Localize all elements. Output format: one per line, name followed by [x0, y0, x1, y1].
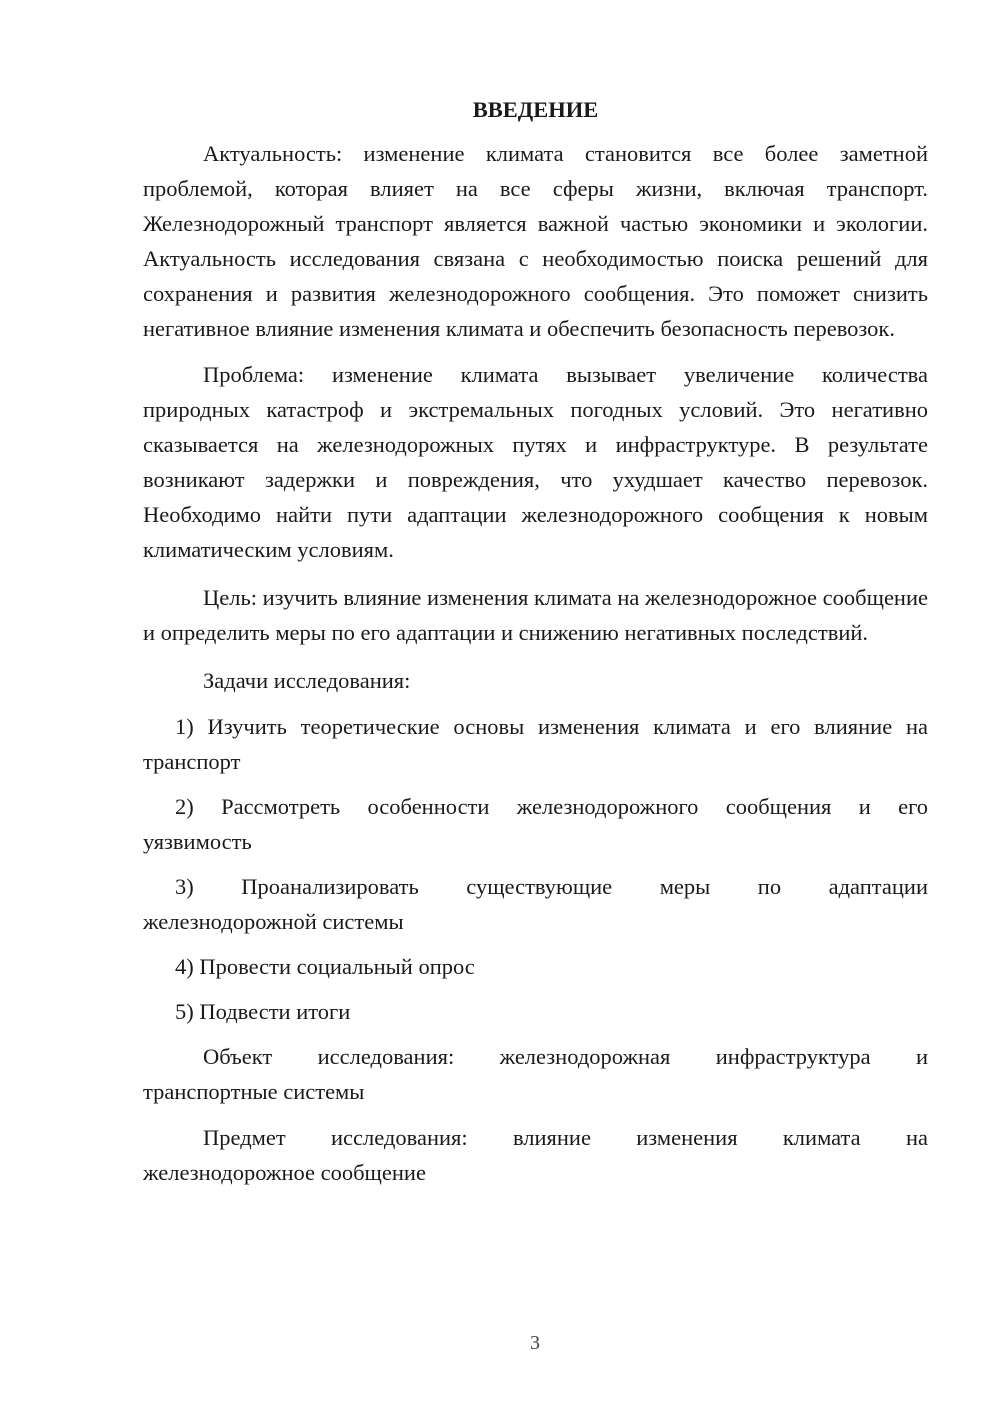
- subject-line-2: железнодорожное сообщение: [143, 1160, 426, 1185]
- task-1-line-1: 1) Изучить теоретические основы изменения климата и его влияние на: [175, 714, 928, 739]
- task-2-line-2: уязвимость: [143, 829, 252, 854]
- page-title: ВВЕДЕНИЕ: [472, 97, 599, 122]
- page-number: 3: [530, 1332, 540, 1354]
- paragraph-relevance: Актуальность: изменение климата становится все более заметной проблемой, которая влияет на все сферы жизни, включая транспорт. Железнодорожный транспорт является важной частью экономики и экологии. Актуальность исследования связана с необходимостью поиска решений для сохранения и развития железнодорожного сообщения. Это поможет снизить негативное влияние изменения климата и обеспечить безопасность перевозок.: [143, 141, 928, 341]
- paragraph-tasks-title: Задачи исследования:: [203, 668, 411, 693]
- list-item-task-4: [143, 949, 928, 984]
- subject-line-1: Предмет исследования: влияние изменения климата на: [203, 1125, 928, 1150]
- task-3-line-2: железнодорожной системы: [143, 909, 404, 934]
- list-item-task-5: [143, 994, 928, 1029]
- list-item-task-3: [143, 869, 928, 939]
- task-4-line-1: 4) Провести социальный опрос: [175, 954, 475, 979]
- object-line-1: Объект исследования: железнодорожная инфраструктура и: [203, 1044, 928, 1069]
- list-item-task-2: [143, 789, 928, 859]
- object-line-2: транспортные системы: [143, 1079, 365, 1104]
- task-3-line-1: 3) Проанализировать существующие меры по адаптации: [175, 874, 928, 899]
- task-2-line-1: 2) Рассмотреть особенности железнодорожного сообщения и его: [175, 794, 928, 819]
- list-item-task-1: [143, 709, 928, 779]
- paragraph-problem: Проблема: изменение климата вызывает увеличение количества природных катастроф и экстремальных погодных условий. Это негативно сказывается на железнодорожных путях и инфраструктуре. В результате возникают задержки и повреждения, что ухудшает качество перевозок. Необходимо найти пути адаптации железнодорожного сообщения к новым климатическим условиям.: [143, 362, 928, 562]
- document-page: [143, 95, 928, 1201]
- paragraph-goal: Цель: изучить влияние изменения климата на железнодорожное сообщение и определить меры по его адаптации и снижению негативных последствий.: [143, 585, 928, 645]
- paragraph-object: [143, 1039, 928, 1109]
- paragraph-subject: [143, 1120, 928, 1190]
- task-1-line-2: транспорт: [143, 749, 241, 774]
- task-5-line-1: 5) Подвести итоги: [175, 999, 351, 1024]
